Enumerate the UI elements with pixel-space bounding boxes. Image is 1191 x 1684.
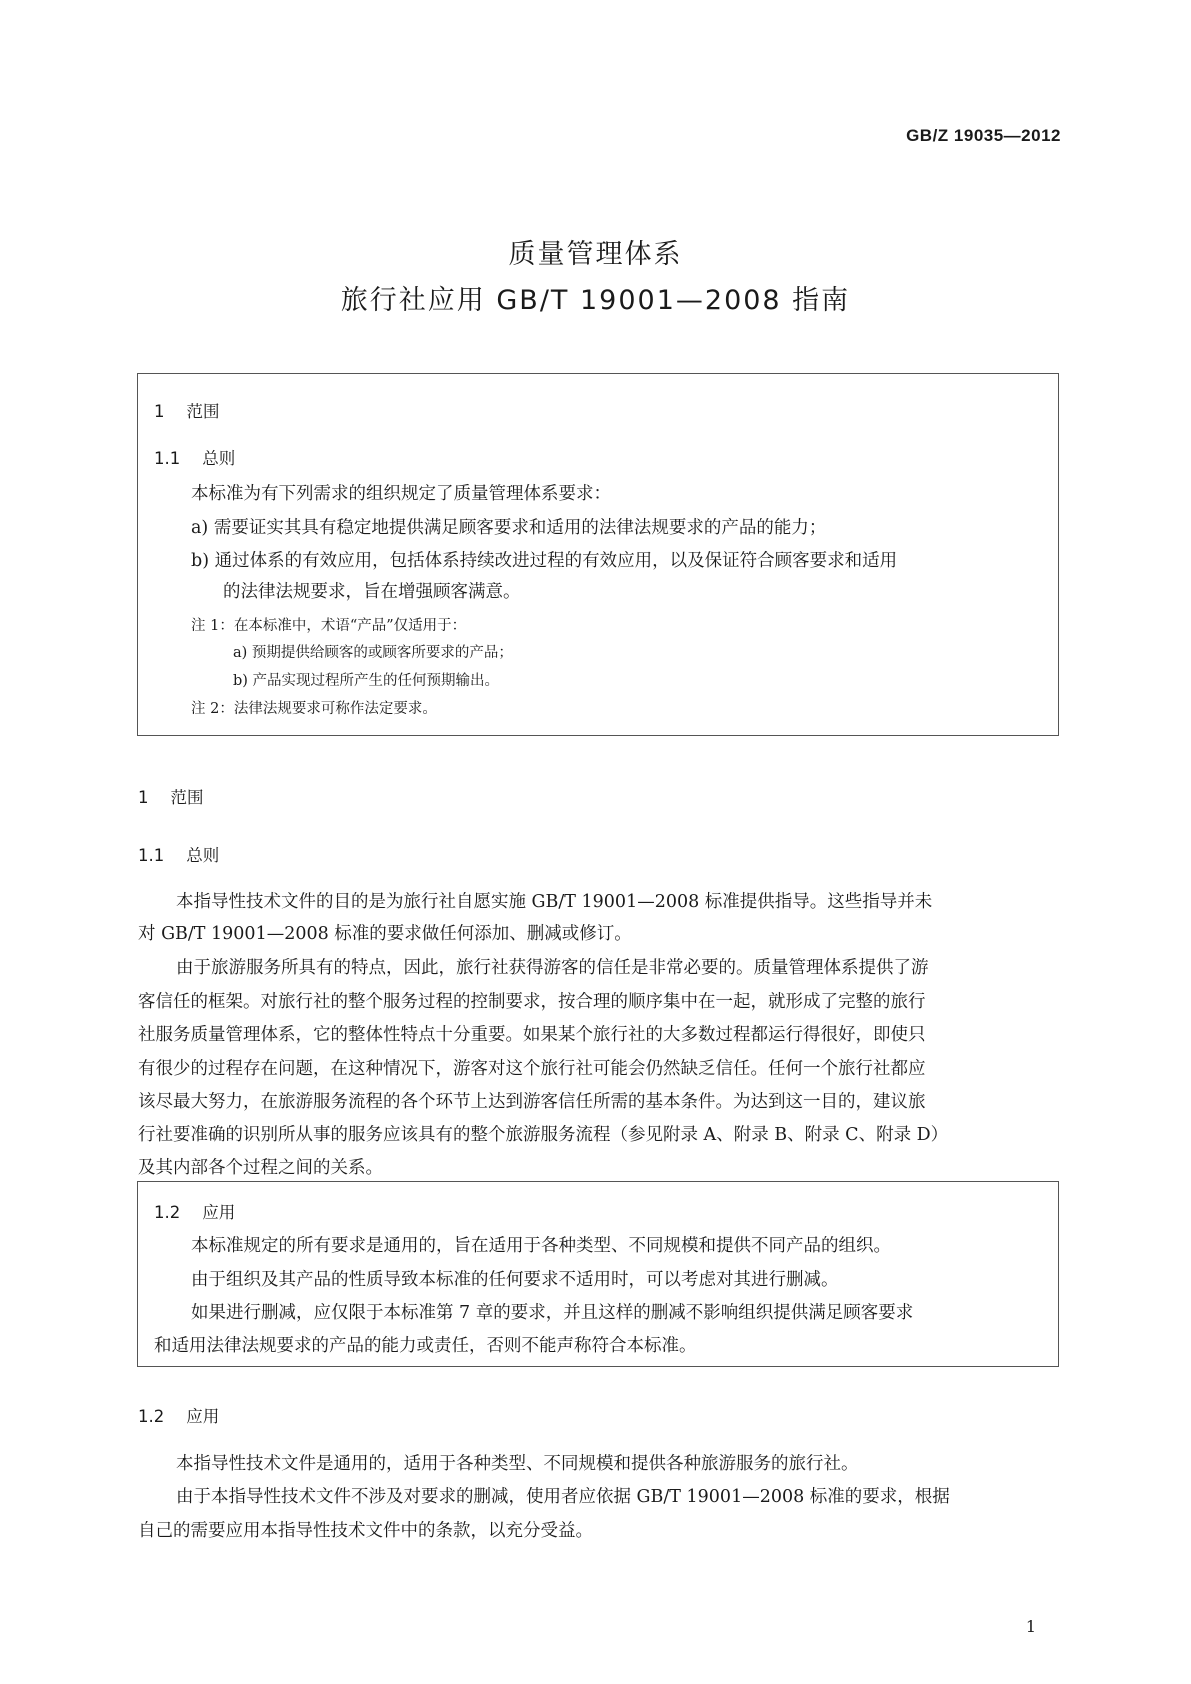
paragraph-2-line-2: 客信任的框架。对旅行社的整个服务过程的控制要求，按合理的顺序集中在一起，就形成了完整的旅行 <box>138 992 926 1012</box>
section-1-2-line-1: 本指导性技术文件是通用的，适用于各种类型、不同规模和提供各种旅游服务的旅行社。 <box>176 1454 859 1474</box>
box1-subsection-title: 总则 <box>202 449 236 468</box>
paragraph-2-line-4: 有很少的过程存在问题，在这种情况下，游客对这个旅行社可能会仍然缺乏信任。任何一个旅行社都应 <box>138 1059 926 1079</box>
section-1-1-heading <box>138 848 219 865</box>
box1-note-1-item-a: a) 预期提供给顾客的或顾客所要求的产品； <box>233 645 513 661</box>
box1-item-b-line-1: b) 通过体系的有效应用，包括体系持续改进过程的有效应用，以及保证符合顾客要求和适用 <box>191 551 898 571</box>
box1-note-2: 注 2：法律法规要求可称作法定要求。 <box>191 701 437 717</box>
paragraph-1-line-1: 本指导性技术文件的目的是为旅行社自愿实施 GB/T 19001—2008 标准提供指导。这些指导并未 <box>176 892 933 912</box>
standard-number: GB/Z 19035—2012 <box>906 126 1061 145</box>
section-1-2-title: 应用 <box>186 1407 220 1426</box>
box1-section-number: 1 <box>154 402 165 421</box>
section-1-1-title: 总则 <box>186 846 220 865</box>
box2-title: 应用 <box>202 1203 236 1222</box>
document-title-line-1: 质量管理体系 <box>508 239 683 270</box>
box1-subsection-number: 1.1 <box>154 449 181 468</box>
box1-intro: 本标准为有下列需求的组织规定了质量管理体系要求： <box>191 484 611 504</box>
box2-heading <box>154 1205 235 1222</box>
paragraph-2-line-1: 由于旅游服务所具有的特点，因此，旅行社获得游客的信任是非常必要的。质量管理体系提供了游 <box>176 958 929 978</box>
box1-note-1-item-b: b) 产品实现过程所产生的任何预期输出。 <box>233 673 500 689</box>
box2-line-1: 本标准规定的所有要求是通用的，旨在适用于各种类型、不同规模和提供不同产品的组织。 <box>191 1236 891 1256</box>
paragraph-1-line-2: 对 GB/T 19001—2008 标准的要求做任何添加、删减或修订。 <box>138 924 632 944</box>
box1-subsection-heading <box>154 451 235 468</box>
paragraph-2-line-3: 社服务质量管理体系，它的整体性特点十分重要。如果某个旅行社的大多数过程都运行得很好，即使只 <box>138 1025 926 1045</box>
box1-item-a: a) 需要证实其具有稳定地提供满足顾客要求和适用的法律法规要求的产品的能力； <box>191 518 827 538</box>
section-1-title: 范围 <box>170 788 204 807</box>
section-1-1-number: 1.1 <box>138 846 165 865</box>
box1-section-title: 范围 <box>186 402 220 421</box>
paragraph-2-line-6: 行社要准确的识别所从事的服务应该具有的整个旅游服务流程（参见附录 A、附录 B、附录 C、附录 D） <box>138 1125 949 1145</box>
box2-line-4: 和适用法律法规要求的产品的能力或责任，否则不能声称符合本标准。 <box>154 1336 697 1356</box>
section-1-number: 1 <box>138 788 149 807</box>
box1-section-heading <box>154 404 220 421</box>
section-1-heading <box>138 790 204 807</box>
box1-note-1: 注 1：在本标准中，术语“产品”仅适用于： <box>191 618 467 634</box>
section-1-2-line-3: 自己的需要应用本指导性技术文件中的条款，以充分受益。 <box>138 1521 593 1541</box>
section-1-2-line-2: 由于本指导性技术文件不涉及对要求的删减，使用者应依据 GB/T 19001—2008 标准的要求，根据 <box>176 1487 950 1507</box>
section-1-2-number: 1.2 <box>138 1407 165 1426</box>
page-number: 1 <box>1025 1617 1036 1636</box>
box1-item-b-line-2: 的法律法规要求，旨在增强顾客满意。 <box>223 582 521 602</box>
section-1-2-heading <box>138 1409 219 1426</box>
document-title-line-2: 旅行社应用 GB/T 19001—2008 指南 <box>340 285 851 316</box>
paragraph-2-line-7: 及其内部各个过程之间的关系。 <box>138 1158 383 1178</box>
box2-number: 1.2 <box>154 1203 181 1222</box>
box2-line-3: 如果进行删减，应仅限于本标准第 7 章的要求，并且这样的删减不影响组织提供满足顾客要求 <box>191 1303 914 1323</box>
box2-line-2: 由于组织及其产品的性质导致本标准的任何要求不适用时，可以考虑对其进行删减。 <box>191 1270 839 1290</box>
paragraph-2-line-5: 该尽最大努力，在旅游服务流程的各个环节上达到游客信任所需的基本条件。为达到这一目的，建议旅 <box>138 1092 926 1112</box>
